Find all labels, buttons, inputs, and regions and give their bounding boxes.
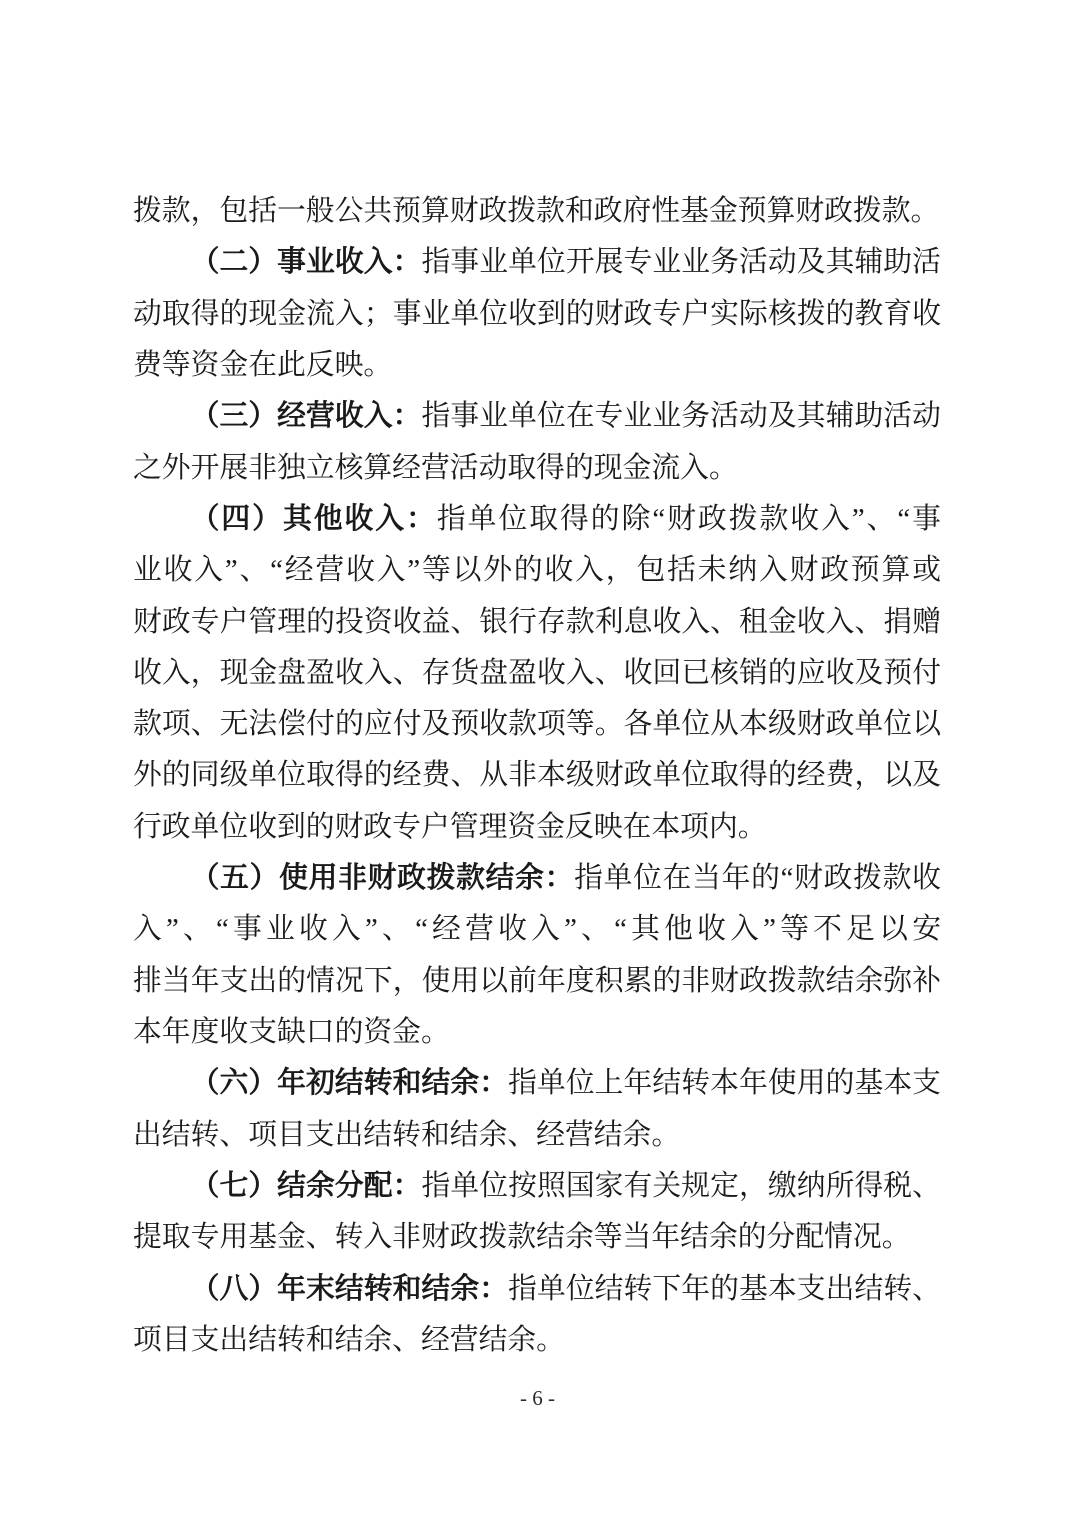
body-text: 出结转、项目支出结转和结余、经营结余。 [133,1118,681,1151]
text-line [133,443,941,494]
body-text: 指单位按照国家有关规定，缴纳所得税、 [421,1169,941,1202]
text-line [133,237,941,288]
body-text: 指单位上年结转本年使用的基本支 [508,1067,941,1100]
body-text: 业收入”、“经营收入”等以外的收入，包括未纳入财政预算或 [133,554,941,587]
text-line [133,648,941,699]
body-text: 入”、“事业收入”、“经营收入”、“其他收入”等不足以安 [133,913,941,946]
body-text: 外的同级单位取得的经费、从非本级财政单位取得的经费，以及 [133,759,941,792]
section-lead: （八）年末结转和结余： [190,1272,509,1305]
text-line [133,802,941,853]
text-line [133,1058,941,1109]
body-text: 拨款，包括一般公共预算财政拨款和政府性基金预算财政拨款。 [133,195,940,227]
body-text: 指单位在当年的“财政拨款收 [574,862,941,895]
text-line [133,1110,941,1161]
text-line [133,750,941,801]
section-lead: （六）年初结转和结余： [190,1067,509,1100]
text-line [133,494,941,545]
body-text: 指事业单位开展专业业务活动及其辅助活 [421,246,941,279]
text-line [133,904,941,955]
section-lead: （七）结余分配： [190,1169,422,1202]
text-line [133,545,941,596]
body-text: 款项、无法偿付的应付及预收款项等。各单位从本级财政单位以 [133,708,941,741]
text-line [133,699,941,750]
body-text: 之外开展非独立核算经营活动取得的现金流入。 [133,451,738,484]
body-text: 提取专用基金、转入非财政拨款结余等当年结余的分配情况。 [133,1221,911,1254]
body-text: 收入，现金盘盈收入、存货盘盈收入、收回已核销的应收及预付 [133,656,941,689]
text-line [133,1315,941,1366]
body-text: 指单位取得的除“财政拨款收入”、“事 [436,502,941,535]
text-line [133,186,941,237]
body-text: 本年度收支缺口的资金。 [133,1016,450,1048]
body-text: 财政专户管理的投资收益、银行存款利息收入、租金收入、捐赠 [133,605,941,638]
text-line [133,1161,941,1212]
text-line [133,1264,941,1315]
text-line [133,1212,941,1263]
body-text: 指事业单位在专业业务活动及其辅助活动 [421,400,941,433]
text-line [133,340,941,391]
text-line [133,597,941,648]
text-line [133,1007,941,1058]
body-text: 指单位结转下年的基本支出结转、 [508,1272,941,1305]
section-lead: （三）经营收入： [190,400,422,433]
page-number: - 6 - [520,1386,555,1410]
text-line [133,956,941,1007]
text-line [133,289,941,340]
body-text: 排当年支出的情况下，使用以前年度积累的非财政拨款结余弥补 [133,964,941,997]
section-lead: （四）其他收入： [190,502,437,535]
text-line [133,391,941,442]
document-body [133,186,941,1366]
section-lead: （二）事业收入： [190,246,422,279]
body-text: 动取得的现金流入；事业单位收到的财政专户实际核拨的教育收 [133,297,941,330]
section-lead: （五）使用非财政拨款结余： [190,862,575,895]
body-text: 项目支出结转和结余、经营结余。 [133,1323,565,1356]
body-text: 行政单位收到的财政专户管理资金反映在本项内。 [133,810,767,843]
body-text: 费等资金在此反映。 [133,348,393,381]
text-line [133,853,941,904]
